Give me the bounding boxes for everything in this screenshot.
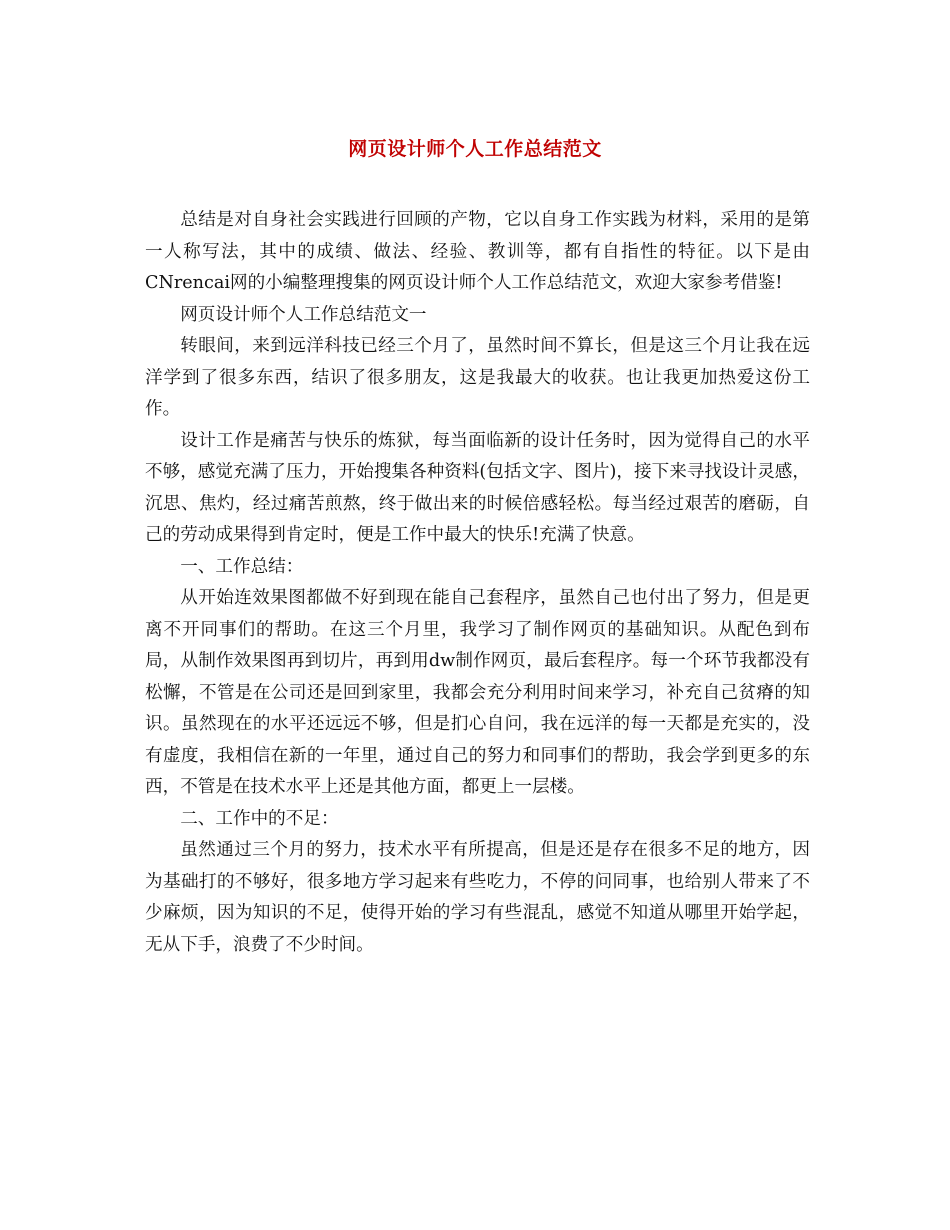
paragraph: 从开始连效果图都做不好到现在能自己套程序，虽然自己也付出了努力，但是更离不开同事们的帮助。在这三个月里，我学习了制作网页的基础知识。从配色到布局，从制作效果图再到切片，再到用dw制作网页，最后套程序。每一个环节我都没有松懈，不管是在公司还是回到家里，我都会充分利用时间来学习，补充自己贫瘠的知识。虽然现在的水平还远远不够，但是扪心自问，我在远洋的每一天都是充实的，没有虚度，我相信在新的一年里，通过自己的努力和同事们的帮助，我会学到更多的东西，不管是在技术水平上还是其他方面，都更上一层楼。 <box>145 588 810 797</box>
paragraph: 设计工作是痛苦与快乐的炼狱，每当面临新的设计任务时，因为觉得自己的水平不够，感觉充满了压力，开始搜集各种资料(包括文字、图片)，接下来寻找设计灵感，沉思、焦灼，经过痛苦煎熬，终于做出来的时候倍感轻松。每当经过艰苦的磨砺，自己的劳动成果得到肯定时，便是工作中最大的快乐!充满了快意。 <box>145 430 810 545</box>
paragraph-subheading-summary: 一、工作总结： <box>180 556 304 577</box>
document-title: 网页设计师个人工作总结范文 <box>348 138 602 160</box>
document-body <box>145 205 810 961</box>
paragraph-intro: 总结是对自身社会实践进行回顾的产物，它以自身工作实践为材料，采用的是第一人称写法，其中的成绩、做法、经验、教训等，都有自指性的特征。以下是由CNrencai网的小编整理搜集的网页设计师个人工作总结范文，欢迎大家参考借鉴! <box>145 210 810 293</box>
paragraph: 转眼间，来到远洋科技已经三个月了，虽然时间不算长，但是这三个月让我在远洋学到了很多东西，结识了很多朋友，这是我最大的收获。也让我更加热爱这份工作。 <box>145 336 810 419</box>
paragraph-subheading-shortcomings: 二、工作中的不足： <box>180 808 339 829</box>
paragraph-section-heading: 网页设计师个人工作总结范文一 <box>180 304 427 325</box>
paragraph: 虽然通过三个月的努力，技术水平有所提高，但是还是存在很多不足的地方，因为基础打的不够好，很多地方学习起来有些吃力，不停的问同事，也给别人带来了不少麻烦，因为知识的不足，使得开始的学习有些混乱，感觉不知道从哪里开始学起，无从下手，浪费了不少时间。 <box>145 840 810 955</box>
